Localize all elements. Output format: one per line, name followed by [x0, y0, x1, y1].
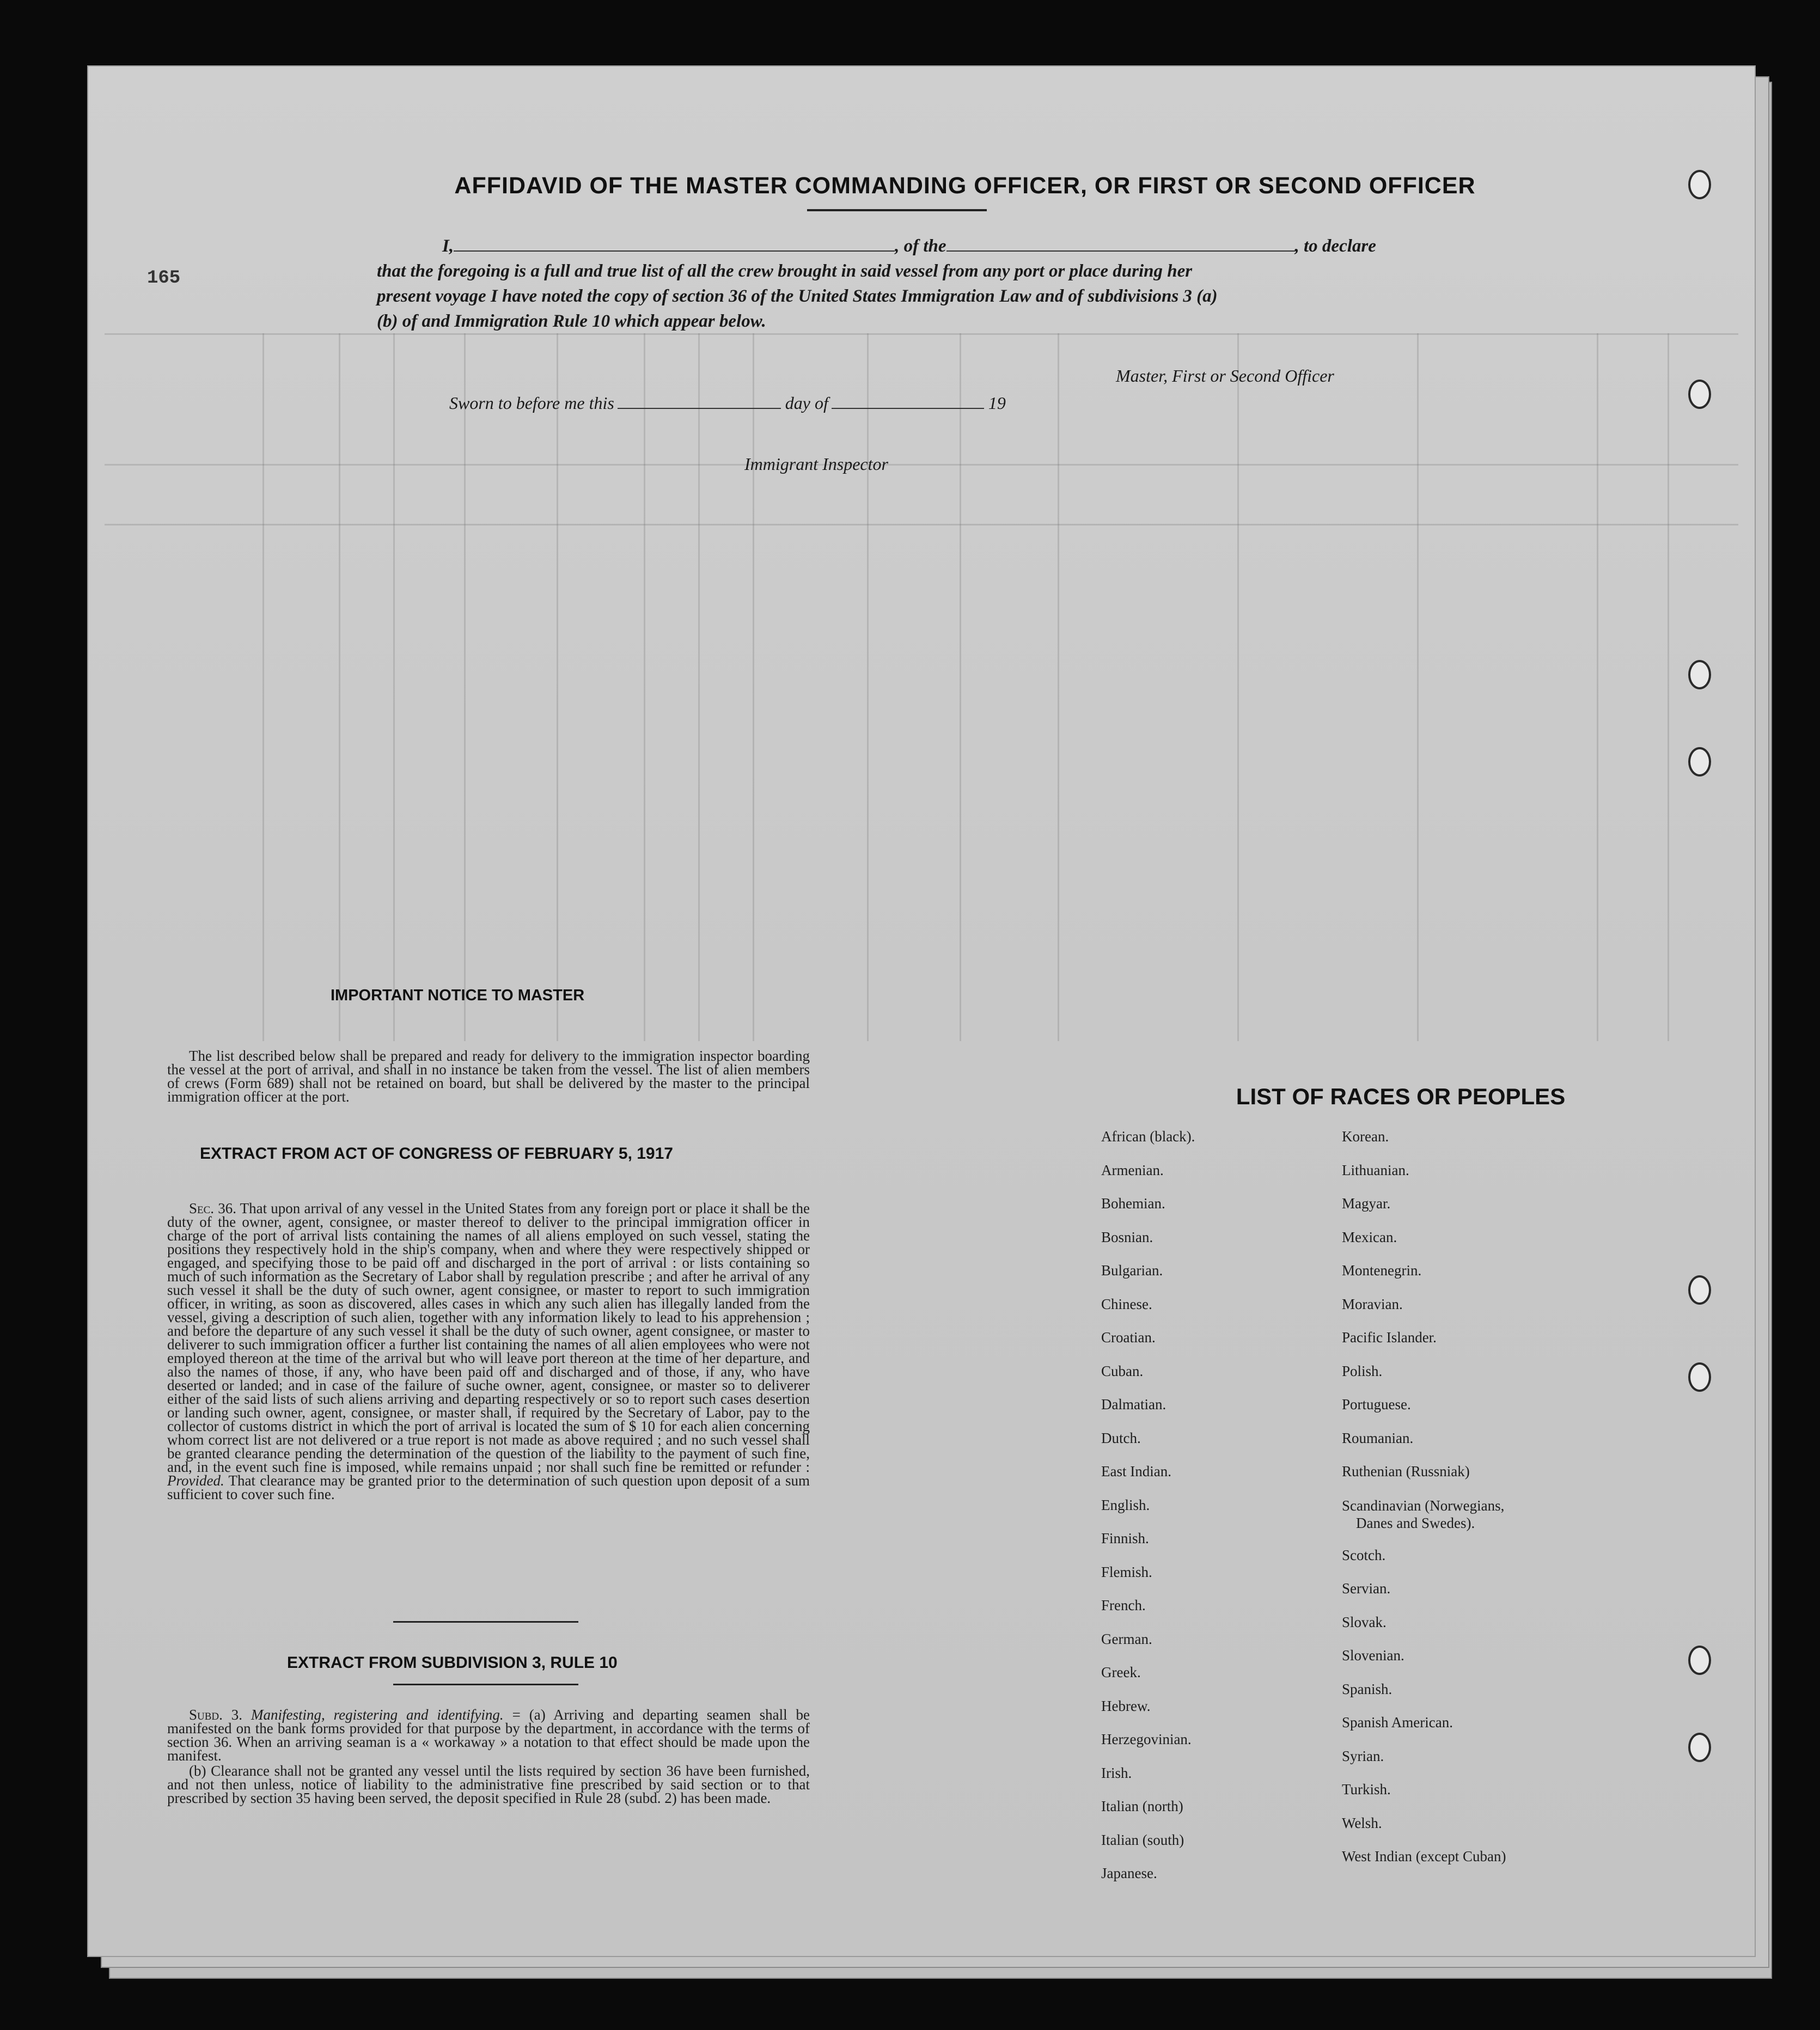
rule-extract-text-b: (b) Clearance shall not be granted any vessel until the lists required by section 36 have been furnished, and not then unless, notice of liability to the administrative fine prescribed by said section or to that prescribed by section 35 having been served, the deposit specified in Rule 28 (subd. 2) has been made.: [167, 1763, 810, 1806]
sec-label: Sec. 36.: [189, 1200, 236, 1216]
bleed-line: [339, 333, 340, 1041]
important-notice-text: The list described below shall be prepared and ready for delivery to the immigration inspector boarding the vessel at the port of arrival, and shall in no instance be taken from the vessel. The list of alien members of crews (Form 689) shall not be retained on board, but shall be delivered by the master to the principal immigration officer at the port.: [167, 1048, 810, 1105]
race-item: Mexican.: [1342, 1228, 1397, 1245]
race-item: Syrian.: [1342, 1747, 1384, 1764]
month-blank: [832, 408, 984, 409]
race-item: Chinese.: [1101, 1295, 1152, 1312]
bleed-line: [1237, 333, 1239, 1041]
race-item: Bohemian.: [1101, 1195, 1165, 1212]
race-item: Herzegovinian.: [1101, 1731, 1192, 1747]
section-rule: [393, 1621, 578, 1623]
important-notice-heading: IMPORTANT NOTICE TO MASTER: [331, 987, 585, 1004]
race-item: Cuban.: [1101, 1362, 1144, 1379]
bleed-line: [1058, 333, 1059, 1041]
bleed-line: [1417, 333, 1419, 1041]
affidavit-of-the: , of the: [895, 236, 946, 256]
race-item: African (black).: [1101, 1128, 1195, 1145]
bleed-line: [464, 333, 466, 1041]
affidavit-line-1: [442, 236, 1376, 256]
race-item: Italian (north): [1101, 1798, 1183, 1814]
binder-hole: [1688, 660, 1711, 689]
bleed-line: [557, 333, 558, 1041]
race-item: West Indian (except Cuban): [1342, 1848, 1506, 1864]
race-item: Portuguese.: [1342, 1396, 1411, 1413]
race-item: Dalmatian.: [1101, 1396, 1166, 1413]
race-item: Lithuanian.: [1342, 1161, 1409, 1178]
race-item: Montenegrin.: [1342, 1262, 1422, 1279]
bleed-line: [1668, 333, 1669, 1041]
act-body-end: That clearance may be granted prior to the determination of such question upon deposit of a sum sufficient to cover such fine.: [167, 1472, 810, 1502]
affidavit-title: AFFIDAVID OF THE MASTER COMMANDING OFFICER, OR FIRST OR SECOND OFFICER: [454, 173, 1476, 199]
race-item: Finnish.: [1101, 1530, 1149, 1546]
binder-hole: [1688, 1733, 1711, 1762]
binder-hole: [1688, 1646, 1711, 1675]
bleed-line: [262, 333, 264, 1041]
race-item: French.: [1101, 1597, 1146, 1613]
race-item: Bosnian.: [1101, 1228, 1153, 1245]
race-item: German.: [1101, 1630, 1152, 1647]
race-item: Korean.: [1342, 1128, 1389, 1145]
act-extract-heading: EXTRACT FROM ACT OF CONGRESS OF FEBRUARY 5, 1917: [200, 1145, 673, 1163]
affidavit-i: I,: [442, 236, 454, 256]
races-column-1: [1101, 1128, 1195, 1899]
race-item: Scotch.: [1342, 1546, 1386, 1563]
subd-label: Subd. 3.: [189, 1707, 243, 1723]
binder-hole: [1688, 747, 1711, 776]
race-item-scandinavian: [1342, 1497, 1506, 1547]
binder-hole: [1688, 380, 1711, 409]
affidavit-to-declare: , to declare: [1294, 236, 1376, 256]
bleed-line: [698, 333, 700, 1041]
races-column-2: [1342, 1128, 1506, 1882]
race-item: Bulgarian.: [1101, 1262, 1163, 1279]
race-item-continued: Danes and Swedes).: [1356, 1514, 1475, 1531]
bleed-line: [753, 333, 754, 1041]
sworn-line: [449, 393, 1006, 413]
subd-a-body: = (a) Arriving and departing seamen shall be manifested on the bank forms provided for that purpose by the department, in accordance with the terms of section 36. When an arriving seaman is a « workaway » a notation to that effect should be made upon the manifest.: [167, 1707, 810, 1764]
bleed-line: [644, 333, 645, 1041]
bleed-line: [867, 333, 869, 1041]
race-item: Greek.: [1101, 1664, 1141, 1680]
master-signature-label: Master, First or Second Officer: [1116, 366, 1334, 386]
bleed-line: [105, 464, 1738, 466]
race-item: Roumanian.: [1342, 1429, 1414, 1446]
bleed-line: [105, 333, 1738, 335]
race-item: Moravian.: [1342, 1295, 1403, 1312]
race-item: Slovenian.: [1342, 1647, 1404, 1664]
act-body: That upon arrival of any vessel in the United States from any foreign port or place it shall be the duty of the owner, agent, consignee, or master thereof to deliver to the principal immigration officer in charge of the port of arrival lists containing the names of all aliens employed on such vessel, stating the positions they respectively hold in the ship's company, when and where they were respectively shipped or engaged, and specifying those to be paid off and discharged in the port of arrival : or lists containing so much of such information as the Secretary of Labor shall by regulation prescribe ; and after he arrival of any such vessel it shall be the duty of such owner, agent consignee, or master to report to such immigration officer, in writing, as soon as discovered, alles cases in which any such alien has illegally landed from the vessel, giving a description of such alien, together with any information likely to lead to his apprehension ; and before the departure of any such vessel it shall be the duty of such owner, agent consignee, or master to deliverer to such immigration officer a further list containing the names of all alien employees who were not employed thereon at the time of the arrival but who will leave port thereon at the time of her departure, and also the names of those, if any, who have been paid off and discharged and of those, if any, who have deserted or landed; and in case of the failure of suche owner, agent, consignee, or master so to deliverer either of the said lists of such aliens arriving and departing respectively or so to report such cases desertion or landing such owner, agent, consignee, or master shall, if required by the Secretary of Labor, pay to the collector of customs district in which the port of arrival is located the sum of $ 10 for each alien concerning whom correct list are not delivered or a true report is not made as above required ; and no such vessel shall be granted clearance pending the determination of the question of the liability to the payment of such fine, and, in the event such fine is imposed, while remains unpaid ; nor shall such fine be remitted or refunder :: [167, 1200, 810, 1475]
race-item: Japanese.: [1101, 1865, 1157, 1881]
affidavit-line-3: present voyage I have noted the copy of section 36 of the United States Immigration Law and of subdivisions 3 (a): [377, 286, 1218, 306]
vessel-blank: [946, 250, 1295, 252]
rule-extract-text-a: [167, 1708, 810, 1763]
bleed-line: [105, 524, 1738, 525]
race-item: Flemish.: [1101, 1563, 1152, 1580]
document-page: [87, 65, 1756, 1957]
race-item: Pacific Islander.: [1342, 1329, 1437, 1346]
race-item: Welsh.: [1342, 1814, 1382, 1831]
race-item: Armenian.: [1101, 1161, 1164, 1178]
side-number: 165: [147, 268, 181, 289]
subd-title: Manifesting, registering and identifying.: [251, 1707, 504, 1723]
section-rule: [393, 1684, 578, 1685]
bleed-line: [393, 333, 395, 1041]
race-item: Spanish.: [1342, 1680, 1393, 1697]
race-item: East Indian.: [1101, 1463, 1171, 1479]
race-item: Hebrew.: [1101, 1697, 1151, 1714]
race-item: Magyar.: [1342, 1195, 1391, 1212]
race-item: Ruthenian (Russniak): [1342, 1463, 1470, 1479]
affidavit-line-4: (b) of and Immigration Rule 10 which appear below.: [377, 311, 766, 331]
title-rule: [807, 209, 987, 211]
race-item: English.: [1101, 1496, 1150, 1513]
day-blank: [618, 408, 781, 409]
rule-extract-heading: EXTRACT FROM SUBDIVISION 3, RULE 10: [287, 1654, 618, 1672]
act-extract-text: [167, 1202, 810, 1501]
race-item: Turkish.: [1342, 1781, 1391, 1797]
race-item: Spanish American.: [1342, 1714, 1453, 1731]
race-item: Italian (south): [1101, 1831, 1184, 1848]
year-text: 19: [988, 393, 1006, 413]
races-heading: LIST OF RACES OR PEOPLES: [1236, 1084, 1566, 1109]
race-item: Polish.: [1342, 1362, 1383, 1379]
bleed-line: [1597, 333, 1598, 1041]
binder-hole: [1688, 1275, 1711, 1305]
race-item: Croatian.: [1101, 1329, 1156, 1346]
name-blank: [454, 250, 895, 252]
binder-hole: [1688, 1362, 1711, 1392]
day-of-text: day of: [785, 393, 828, 413]
provided-word: Provided.: [167, 1472, 224, 1489]
race-item: Slovak.: [1342, 1613, 1387, 1630]
immigrant-inspector-label: Immigrant Inspector: [744, 454, 888, 474]
race-item: Scandinavian (Norwegians,: [1342, 1497, 1505, 1514]
race-item: Dutch.: [1101, 1429, 1141, 1446]
bleed-line: [960, 333, 961, 1041]
binder-hole: [1688, 170, 1711, 199]
sworn-text: Sworn to before me this: [449, 393, 614, 413]
affidavit-line-2: that the foregoing is a full and true list of all the crew brought in said vessel from any port or place during her: [377, 261, 1193, 281]
race-item: Servian.: [1342, 1580, 1391, 1597]
race-item: Irish.: [1101, 1764, 1132, 1781]
